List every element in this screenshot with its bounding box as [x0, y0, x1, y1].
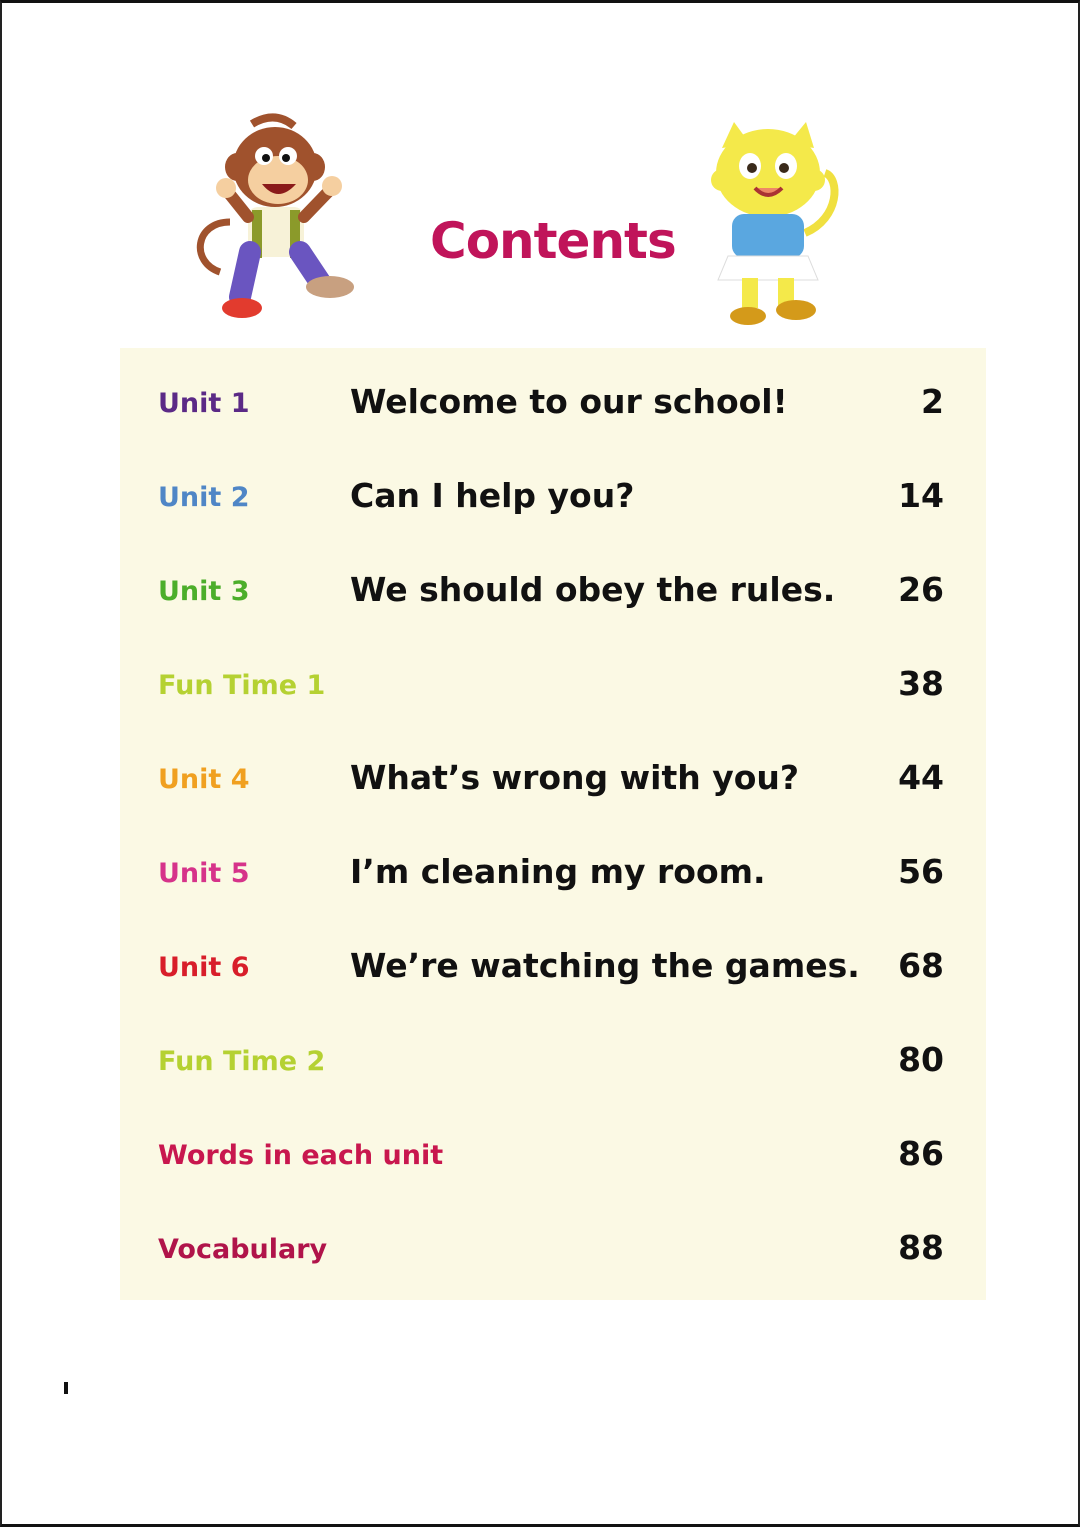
- toc-row[interactable]: [120, 750, 986, 810]
- toc-row[interactable]: [120, 374, 986, 434]
- toc-title: We should obey the rules.: [350, 570, 836, 609]
- toc-row[interactable]: [120, 844, 986, 904]
- toc-page-number: 44: [898, 758, 944, 797]
- toc-page-number: 26: [898, 570, 944, 609]
- toc-row[interactable]: [120, 1126, 986, 1186]
- toc-unit-label: Fun Time 1: [158, 670, 326, 701]
- toc-page-number: 38: [898, 664, 944, 703]
- page-title: Contents: [430, 212, 676, 270]
- toc-title: We’re watching the games.: [350, 946, 860, 985]
- toc-unit-label: Unit 2: [158, 482, 250, 513]
- toc-row[interactable]: [120, 656, 986, 716]
- toc-unit-label: Unit 1: [158, 388, 250, 419]
- toc-title: I’m cleaning my room.: [350, 852, 766, 891]
- toc-page-number: 56: [898, 852, 944, 891]
- toc-page-number: 86: [898, 1134, 944, 1173]
- toc-page-number: 88: [898, 1228, 944, 1267]
- toc-title: Welcome to our school!: [350, 382, 788, 421]
- toc-title: What’s wrong with you?: [350, 758, 800, 797]
- toc-page-number: 80: [898, 1040, 944, 1079]
- toc-row[interactable]: [120, 468, 986, 528]
- toc-unit-label: Vocabulary: [158, 1234, 328, 1265]
- toc-unit-label: Unit 3: [158, 576, 250, 607]
- toc-unit-label: Fun Time 2: [158, 1046, 326, 1077]
- toc-row[interactable]: [120, 1032, 986, 1092]
- toc-unit-label: Unit 4: [158, 764, 250, 795]
- monkey-mascot: [190, 112, 360, 327]
- toc-row[interactable]: [120, 562, 986, 622]
- toc-unit-label: Words in each unit: [158, 1140, 444, 1171]
- cat-mascot: [700, 118, 840, 333]
- toc-page-number: 14: [898, 476, 944, 515]
- toc-page-number: 2: [921, 382, 944, 421]
- toc-unit-label: Unit 6: [158, 952, 250, 983]
- toc-panel: [120, 348, 986, 1300]
- toc-unit-label: Unit 5: [158, 858, 250, 889]
- scan-mark: [64, 1382, 68, 1394]
- toc-page-number: 68: [898, 946, 944, 985]
- toc-title: Can I help you?: [350, 476, 635, 515]
- toc-row[interactable]: [120, 1220, 986, 1280]
- toc-row[interactable]: [120, 938, 986, 998]
